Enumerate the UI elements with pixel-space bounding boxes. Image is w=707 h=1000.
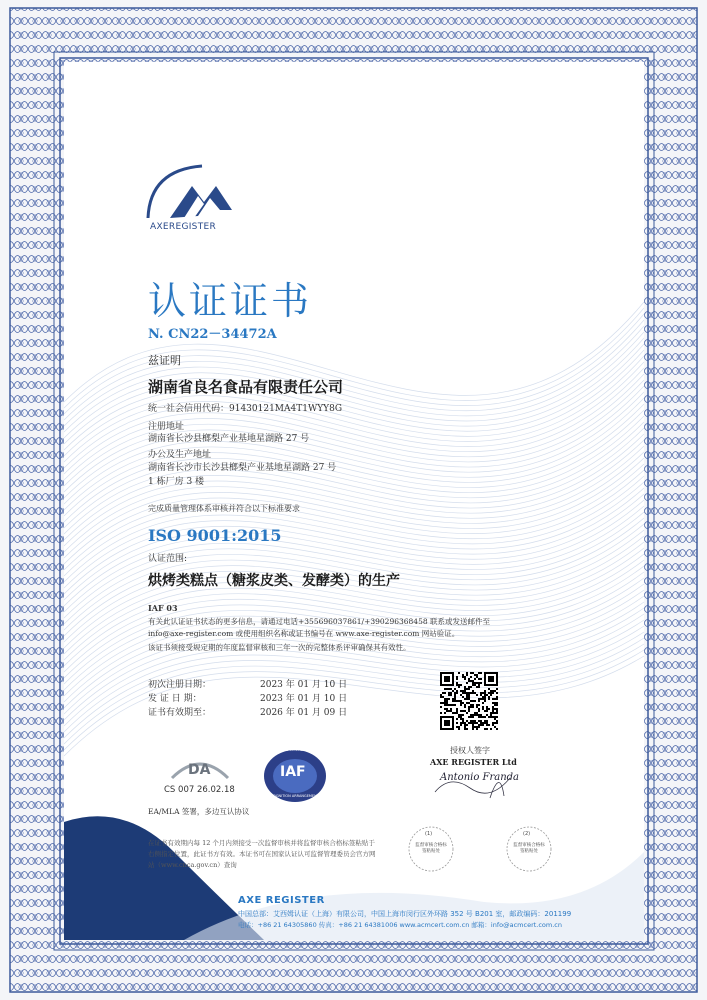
footer-brand: AXE REGISTER — [238, 895, 325, 906]
office-address-line2: 1 栋厂房 3 楼 — [148, 477, 205, 487]
iaf-ring-top: MEMBER OF MULTILATERAL — [268, 748, 316, 752]
iaf-code: IAF 03 — [148, 603, 178, 613]
seal-1-text: 监督审核合格标签粘贴处 — [415, 843, 447, 854]
office-address-line1: 湖南省长沙市长沙县榔梨产业基地星湖路 27 号 — [148, 463, 337, 473]
signature-stroke — [430, 768, 520, 802]
footer-contact: 电话：+86 21 64305860 传真：+86 21 64381006 www.acmcert.com.cn 邮箱：info@acmcert.com.cn — [238, 921, 562, 929]
qr-code-icon[interactable] — [440, 672, 498, 730]
date-label-expiry: 证书有效期至： — [148, 708, 212, 718]
signature: Antonio Franda — [440, 772, 520, 783]
da-accreditation-icon — [170, 748, 230, 782]
seal-2-number: (2) — [523, 831, 531, 837]
standard-name: ISO 9001:2015 — [148, 526, 282, 545]
svg-text:DA: DA — [188, 762, 211, 778]
iaf-logo-text: IAF — [280, 764, 306, 780]
certification-scope: 烘烤类糕点（糖浆皮类、发酵类）的生产 — [148, 573, 400, 589]
certificate-title: 认证证书 — [148, 279, 313, 323]
authorized-company: AXE REGISTER Ltd — [430, 757, 517, 767]
date-label-issue: 发 证 日 期： — [148, 694, 202, 704]
info-line-2: info@axe-register.com 或使用组织名称或证书编号在 www.axe-register.com 网站验证。 — [148, 629, 460, 638]
company-name: 湖南省良名食品有限责任公司 — [148, 378, 344, 396]
surveillance-note: 在证书有效期内每 12 个月内须接受一次监督审核并将监督审核合格标签粘贴于右侧指定位置，此证书方有效。本证书可在国家认证认可监督管理委员会官方网站（www.cnca.gov.cn）查询 — [148, 839, 376, 869]
date-value-issue: 2023 年 01 月 10 日 — [260, 694, 348, 704]
reg-address-label: 注册地址 — [148, 422, 185, 432]
axe-register-logo — [140, 160, 250, 244]
date-value-initial: 2023 年 01 月 10 日 — [260, 680, 348, 690]
date-value-expiry: 2026 年 01 月 09 日 — [260, 708, 348, 718]
compliance-statement: 完成质量管理体系审核并符合以下标准要求 — [148, 504, 300, 513]
ea-mla-text: EA/MLA 签署，多边互认协议 — [148, 807, 250, 816]
seal-2-text: 监督审核合格标签粘贴处 — [513, 843, 545, 854]
authorized-signature-label: 授权人签字 — [450, 746, 490, 755]
da-code: CS 007 26.02.18 — [164, 785, 235, 795]
hereby-label: 兹证明 — [148, 354, 181, 367]
iaf-ring-bottom: RECOGNITION ARRANGEMENT — [266, 794, 319, 798]
credit-code: 统一社会信用代码：91430121MA4T1WYY8G — [148, 404, 343, 414]
office-address-label: 办公及生产地址 — [148, 450, 212, 460]
logo-text: AXEREGISTER — [150, 222, 217, 232]
date-label-initial: 初次注册日期： — [148, 680, 212, 690]
reg-address: 湖南省长沙县榔梨产业基地星湖路 27 号 — [148, 434, 310, 444]
footer-address: 中国总部：艾西姆认证（上海）有限公司，中国上海市闵行区外环路 352 号 B201 室，邮政编码：201199 — [238, 910, 572, 918]
info-line-3: 该证书须接受规定期的年度监督审核和三年一次的完整体系评审确保其有效性。 — [148, 643, 411, 652]
seal-1-number: (1) — [425, 831, 433, 837]
certificate-number: N. CN22－34472A — [148, 327, 277, 342]
scope-label: 认证范围: — [148, 554, 188, 564]
info-line-1: 有关此认证证书状态的更多信息，请通过电话+355696037861/+390296368458 联系或发送邮件至 — [148, 617, 490, 626]
